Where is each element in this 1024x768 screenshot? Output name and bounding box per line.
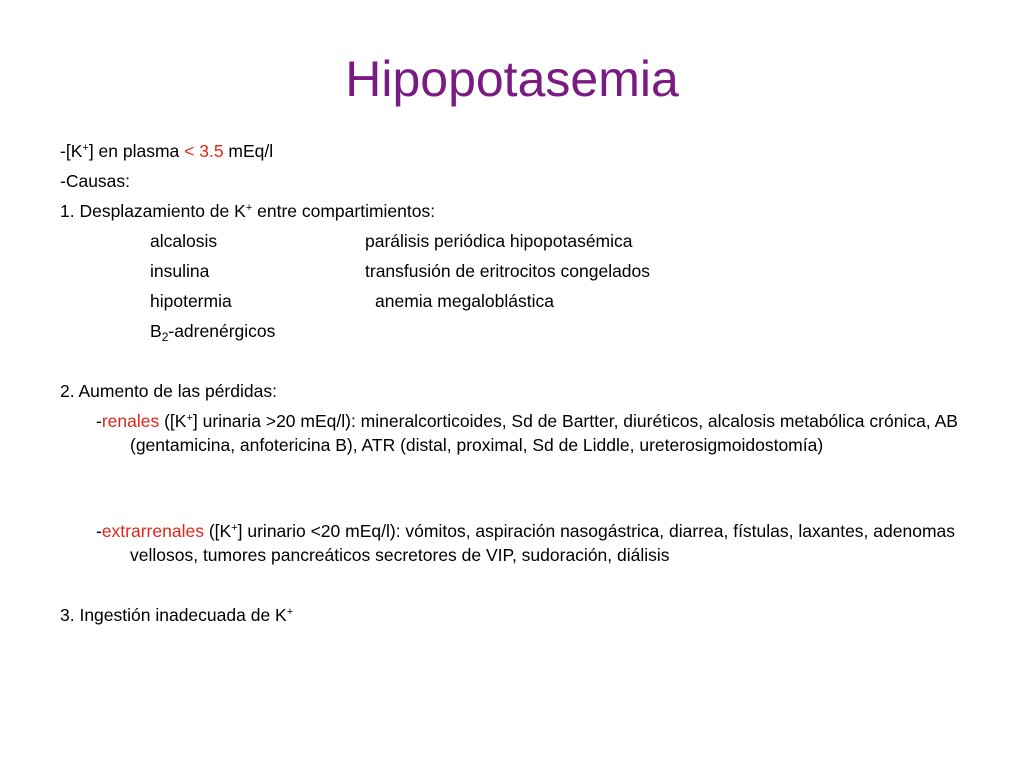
- cause-alcalosis: alcalosis: [150, 231, 218, 251]
- potassium-threshold-line: [60, 140, 273, 162]
- extrarrenales-pre: ([K: [203, 521, 232, 541]
- b2-sub: 2: [161, 330, 169, 344]
- section1-heading-sup: +: [245, 202, 253, 214]
- renales-dash: -: [96, 411, 102, 431]
- cause-b2-adrenergicos: [150, 320, 275, 342]
- threshold-unit: mEq/l: [223, 141, 274, 161]
- section3-sup: +: [286, 606, 294, 618]
- renales-paragraph: [96, 409, 1000, 457]
- cause-insulina: insulina: [150, 261, 210, 281]
- renales-sup: +: [186, 412, 193, 424]
- section3-pre: 3. Ingestión inadecuada de K: [60, 605, 287, 625]
- cause-paralisis: parálisis periódica hipopotasémica: [365, 231, 633, 251]
- slide-title: Hipopotasemia: [345, 51, 679, 107]
- extrarrenales-dash: -: [96, 521, 102, 541]
- extrarrenales-paragraph: [96, 519, 1000, 567]
- b2-base: B: [150, 321, 162, 341]
- renales-text: ] urinaria >20 mEq/l): mineralcorticoides, Sd de Bartter, diuréticos, alcalosis metabólica crónica, AB (gentamicina, anfotericina B), ATR (distal, proximal, Sd de Liddle, ureterosigmoidostomía): [130, 411, 958, 455]
- threshold-sup: +: [82, 142, 89, 154]
- renales-pre: ([K: [159, 411, 187, 431]
- section2-heading: 2. Aumento de las pérdidas:: [60, 381, 277, 401]
- b2-rest: -adrenérgicos: [168, 321, 276, 341]
- section1-heading-post: entre compartimientos:: [252, 201, 436, 221]
- threshold-mid: ] en plasma: [88, 141, 185, 161]
- threshold-prefix: -[K: [60, 141, 83, 161]
- extrarrenales-label: extrarrenales: [101, 521, 204, 541]
- extrarrenales-sup: +: [231, 522, 238, 534]
- section1-heading-pre: 1. Desplazamiento de K: [60, 201, 246, 221]
- threshold-value: < 3.5: [184, 141, 224, 161]
- section1-heading: [60, 200, 435, 222]
- extrarrenales-text: ] urinario <20 mEq/l): vómitos, aspiración nasogástrica, diarrea, fístulas, laxantes, adenomas vellosos, tumores pancreáticos secretores de VIP, sudoración, diálisis: [130, 521, 956, 565]
- section3-heading: [60, 604, 293, 626]
- cause-hipotermia: hipotermia: [150, 291, 232, 311]
- renales-label: renales: [101, 411, 160, 431]
- cause-anemia: anemia megaloblástica: [375, 291, 554, 311]
- cause-transfusion: transfusión de eritrocitos congelados: [365, 261, 651, 281]
- causes-label: -Causas:: [60, 171, 131, 191]
